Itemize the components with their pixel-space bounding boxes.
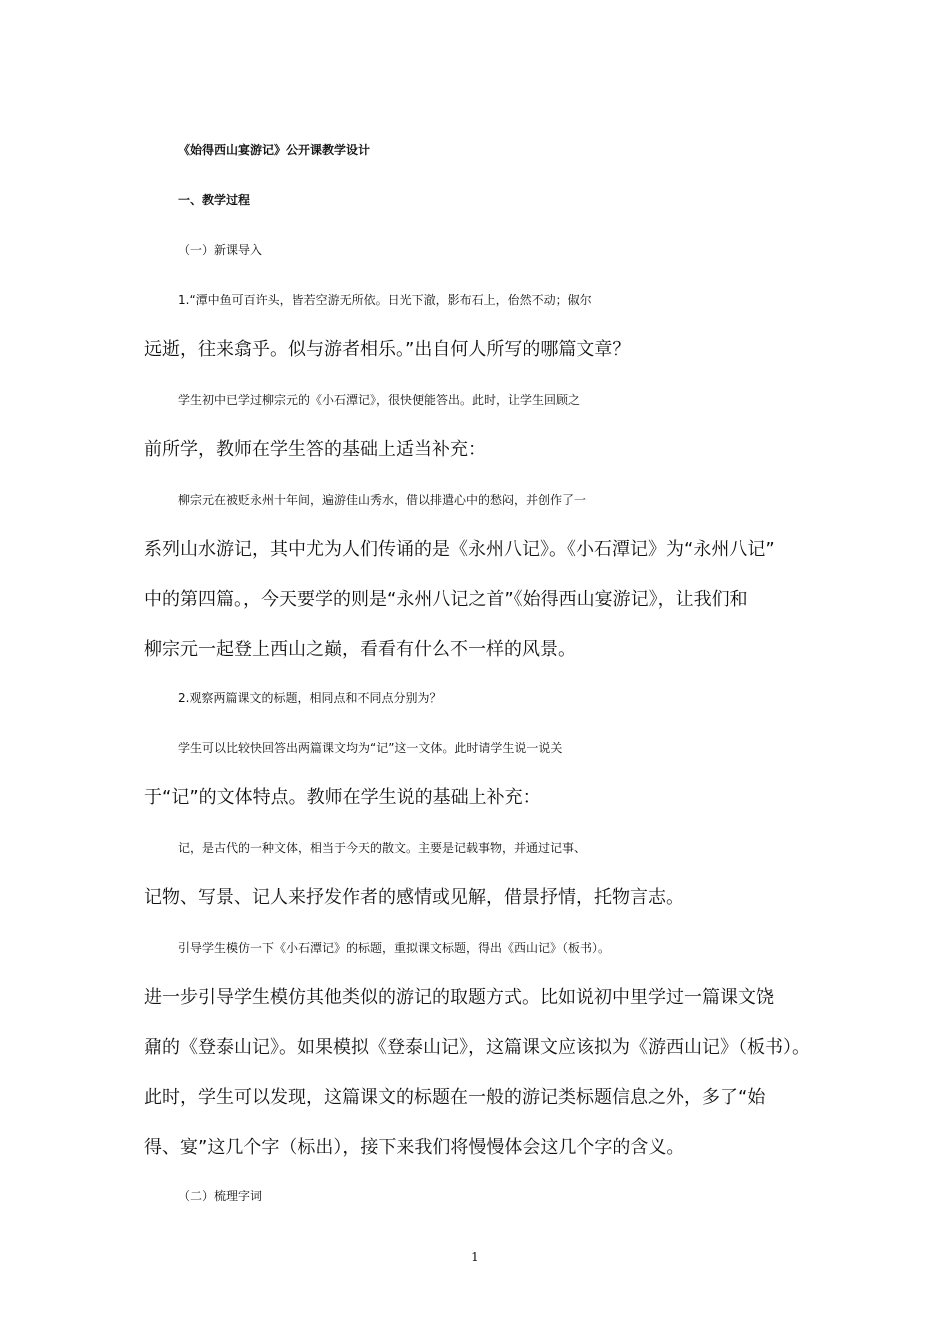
paragraph-2-line-1: 学生初中已学过柳宗元的《小石潭记》，很快便能答出。此时，让学生回顾之 xyxy=(178,393,581,407)
page-number: 1 xyxy=(471,1250,479,1264)
paragraph-7-line-4: 此时，学生可以发现，这篇课文的标题在一般的游记类标题信息之外，多了“始 xyxy=(144,1087,766,1108)
paragraph-1-line-1: 1.“潭中鱼可百许头，皆若空游无所依。日光下澈，影布石上，佁然不动；俶尔 xyxy=(178,293,592,307)
paragraph-4-line-1: 2.观察两篇课文的标题，相同点和不同点分别为？ xyxy=(178,691,442,705)
paragraph-3-line-2: 系列山水游记，其中尤为人们传诵的是《永州八记》。《小石潭记》为“永州八记” xyxy=(144,539,775,560)
paragraph-7-line-1: 引导学生模仿一下《小石潭记》的标题，重拟课文标题，得出《西山记》（板书）。 xyxy=(178,941,611,955)
paragraph-7-line-3: 鼐的《登泰山记》。如果模拟《登泰山记》，这篇课文应该拟为《游西山记》（板书）。 xyxy=(144,1037,810,1058)
paragraph-7-line-5: 得、宴”这几个字（标出），接下来我们将慢慢体会这几个字的含义。 xyxy=(144,1137,685,1158)
paragraph-1-line-2: 远逝，往来翕乎。似与游者相乐。”出自何人所写的哪篇文章？ xyxy=(144,339,631,360)
paragraph-3-line-4: 柳宗元一起登上西山之巅，看看有什么不一样的风景。 xyxy=(144,639,576,660)
subsection-heading-vocabulary: （二）梳理字词 xyxy=(178,1189,263,1203)
section-heading-teaching-process: 一、教学过程 xyxy=(178,193,251,207)
paragraph-3-line-3: 中的第四篇。，今天要学的则是“永州八记之首”《始得西山宴游记》，让我们和 xyxy=(144,589,748,610)
document-title: 《始得西山宴游记》公开课教学设计 xyxy=(178,143,371,157)
paragraph-3-line-1: 柳宗元在被贬永州十年间，遍游佳山秀水，借以排遣心中的愁闷，并创作了一 xyxy=(178,493,587,507)
paragraph-2-line-2: 前所学，教师在学生答的基础上适当补充： xyxy=(144,439,486,460)
subsection-heading-new-lesson: （一）新课导入 xyxy=(178,243,263,257)
paragraph-5-line-2: 于“记”的文体特点。教师在学生说的基础上补充： xyxy=(144,787,541,808)
paragraph-5-line-1: 学生可以比较快回答出两篇课文均为“记”这一文体。此时请学生说一说关 xyxy=(178,741,563,755)
paragraph-6-line-1: 记，是古代的一种文体，相当于今天的散文。主要是记载事物，并通过记事、 xyxy=(178,841,587,855)
paragraph-7-line-2: 进一步引导学生模仿其他类似的游记的取题方式。比如说初中里学过一篇课文饶 xyxy=(144,987,774,1008)
paragraph-6-line-2: 记物、写景、记人来抒发作者的感情或见解，借景抒情，托物言志。 xyxy=(144,887,684,908)
